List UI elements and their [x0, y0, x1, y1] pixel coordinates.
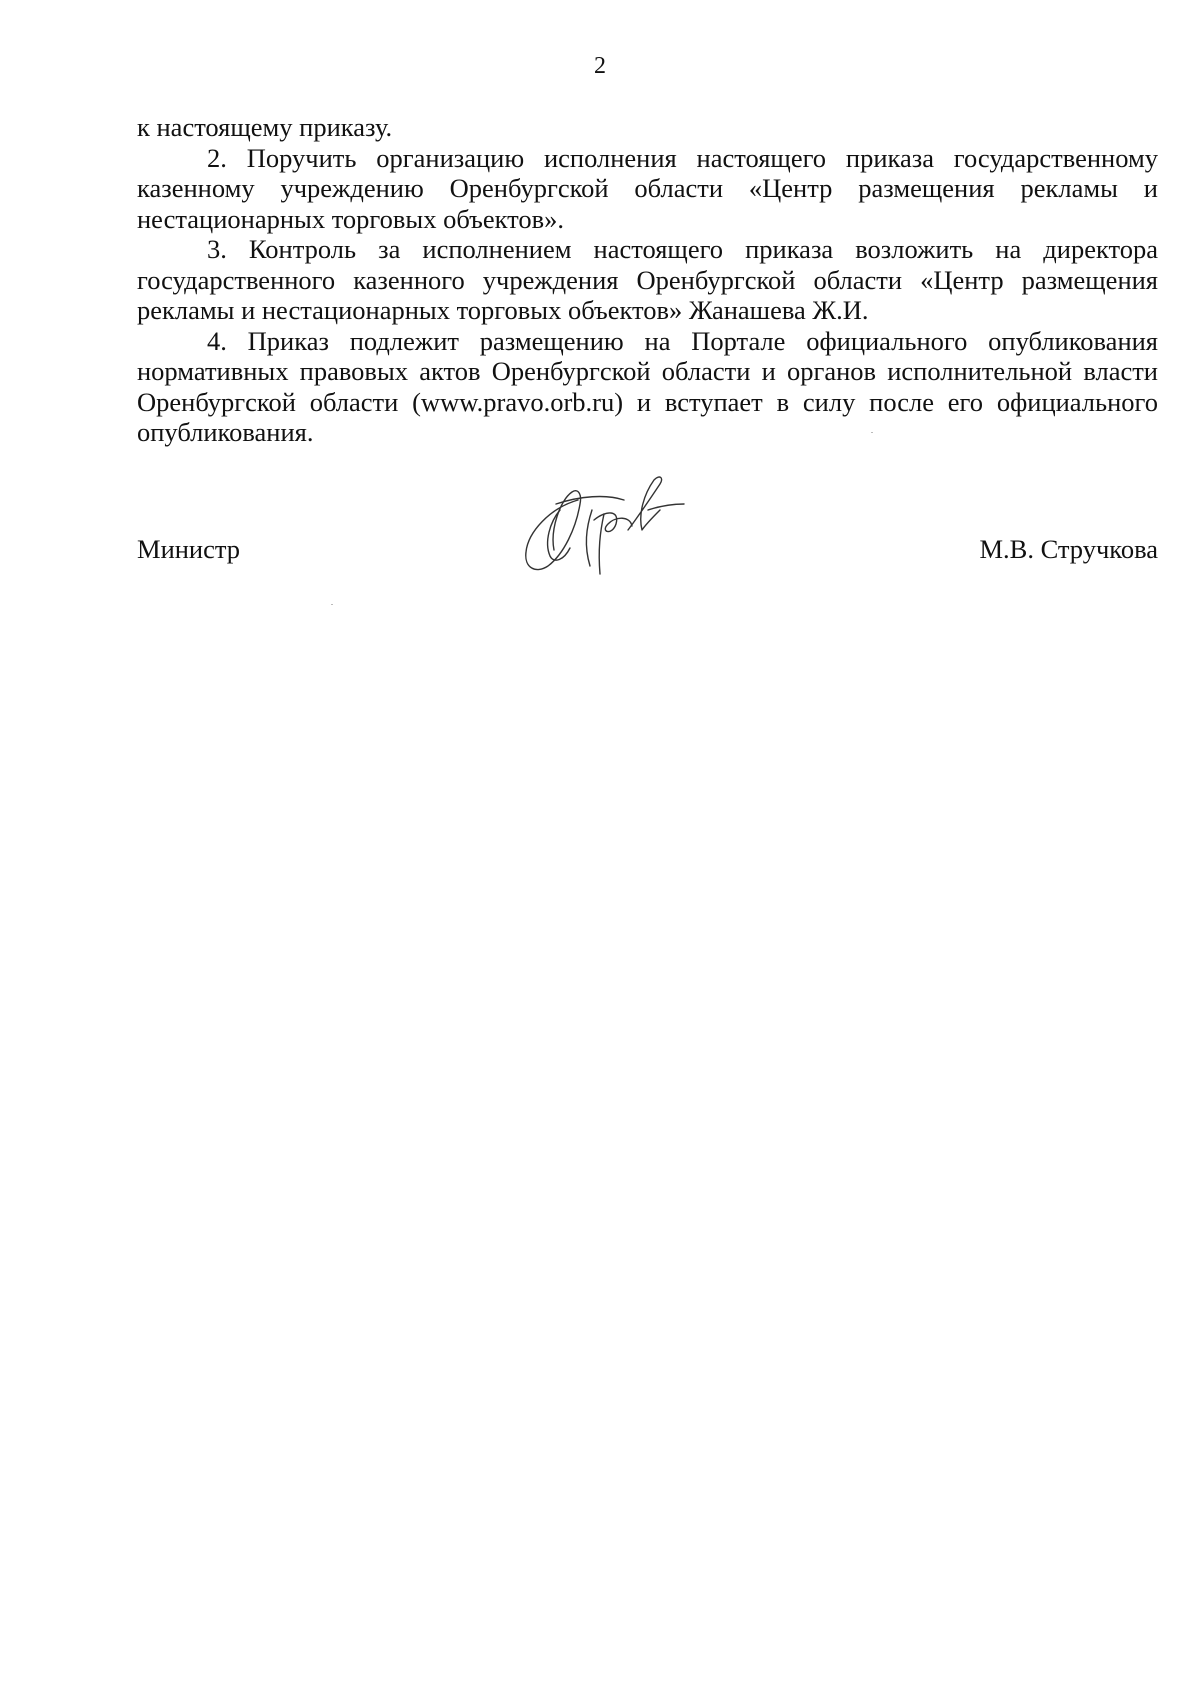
paragraph-item-2: 2. Поручить организацию исполнения настоящего приказа государственному казенному учреждению Оренбургской области «Центр размещения рекламы и нестационарных торговых объектов». — [137, 142, 1158, 234]
paragraph-item-4: 4. Приказ подлежит размещению на Портале официального опубликования нормативных правовых актов Оренбургской области и органов исполнительной власти Оренбургской области (www.pravo.orb.ru) и вступает в силу после его официального опубликования. — [137, 325, 1158, 447]
scan-speck — [871, 432, 873, 433]
paragraph-continuation: к настоящему приказу. — [137, 112, 393, 142]
paragraph-item-3: 3. Контроль за исполнением настоящего приказа возложить на директора государственного казенного учреждения Оренбургской области «Центр размещения рекламы и нестационарных торговых объектов» Жанашева Ж.И. — [137, 234, 1158, 325]
scan-speck — [331, 604, 333, 605]
page-number: 2 — [594, 53, 606, 79]
signatory-name: М.В. Стручкова — [979, 534, 1158, 564]
signature-block — [137, 470, 1158, 580]
handwritten-signature — [520, 470, 690, 580]
signatory-position: Министр — [137, 534, 241, 564]
document-body — [137, 112, 1158, 448]
